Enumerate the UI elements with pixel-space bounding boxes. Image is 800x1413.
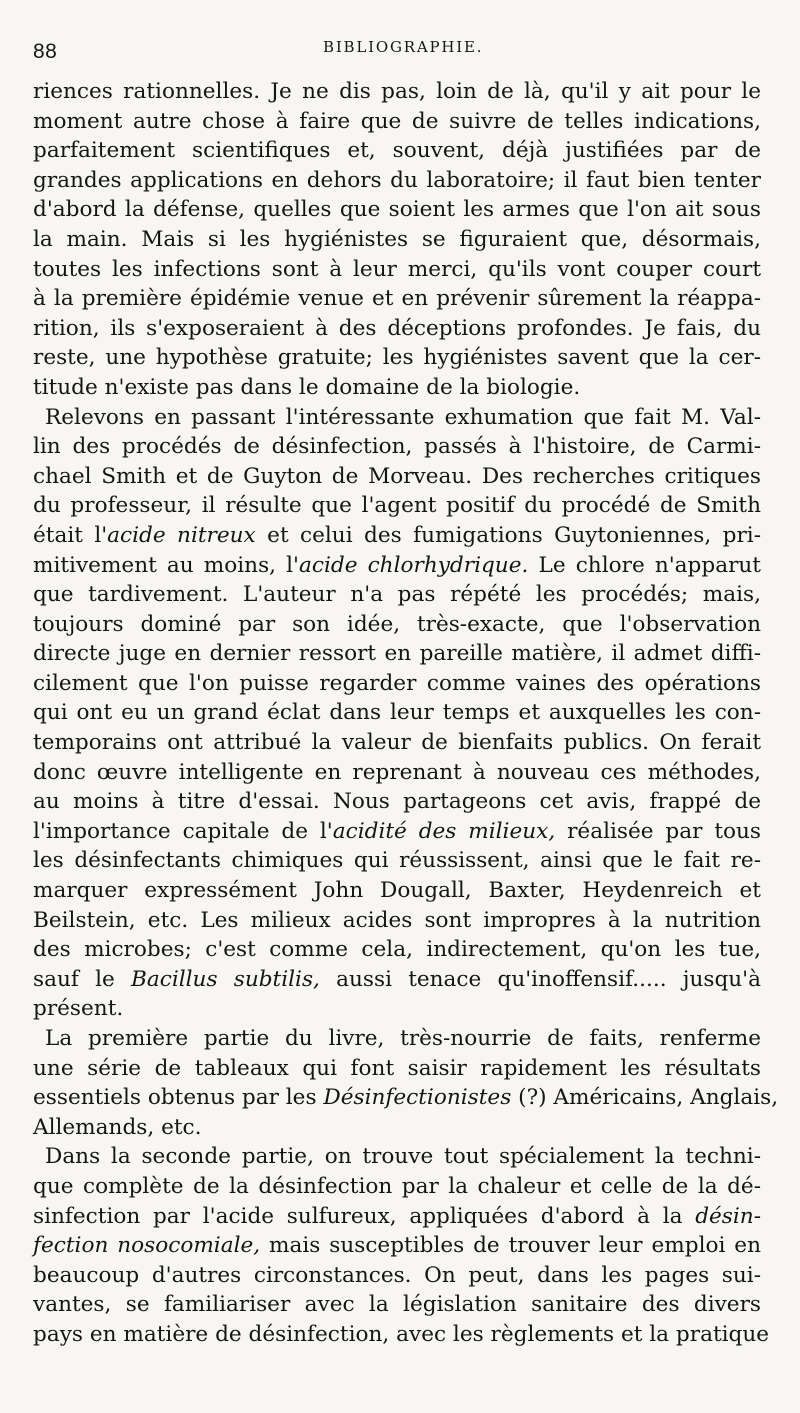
- italic-phrase: désin-: [695, 1203, 761, 1229]
- italic-phrase: Désinfectionistes: [323, 1085, 512, 1111]
- line-text: mitivement au moins, l': [33, 552, 299, 578]
- text-line: [33, 521, 761, 551]
- text-line: que tardivement. L'auteur n'a pas répété les procédés; mais,: [33, 582, 761, 608]
- text-line: toujours dominé par son idée, très-exacte, que l'observation: [33, 611, 761, 637]
- text-line: vantes, se familiariser avec la législation sanitaire des divers: [33, 1292, 761, 1318]
- line-text: mais susceptibles de trouver leur emploi en: [260, 1233, 761, 1259]
- text-line: pays en matière de désinfection, avec les règlements et la pratique: [33, 1321, 770, 1347]
- text-line: la main. Mais si les hygiénistes se figuraient que, désormais,: [33, 226, 761, 252]
- text-line: Beilstein, etc. Les milieux acides sont impropres à la nutrition: [33, 907, 761, 933]
- text-line: rition, ils s'exposeraient à des déceptions profondes. Je fais, du: [33, 315, 761, 341]
- line-text: essentiels obtenus par les: [33, 1085, 324, 1111]
- line-text: l'importance capitale de l': [33, 818, 333, 844]
- running-head: BIBLIOGRAPHIE.: [323, 38, 484, 56]
- line-text: Le chlore n'apparut: [528, 552, 761, 578]
- text-line: Allemands, etc.: [33, 1114, 202, 1140]
- text-line: Relevons en passant l'intéressante exhumation que fait M. Val-: [45, 404, 761, 430]
- line-text: sinfection par l'acide sulfureux, appliquées d'abord à la: [33, 1203, 696, 1229]
- text-line: lin des procédés de désinfection, passés à l'histoire, de Carmi-: [33, 434, 761, 460]
- text-line: titude n'existe pas dans le domaine de la biologie.: [33, 374, 581, 400]
- text-line: toutes les infections sont à leur merci, qu'ils vont couper court: [33, 256, 761, 282]
- text-line: grandes applications en dehors du laboratoire; il faut bien tenter: [33, 167, 761, 193]
- italic-phrase: acide chlorhydrique.: [299, 552, 529, 578]
- italic-phrase: fection nosocomiale,: [33, 1233, 261, 1259]
- text-line: [33, 817, 761, 847]
- italic-phrase: Bacillus subtilis,: [130, 966, 320, 992]
- line-text: était l': [33, 522, 108, 548]
- text-line: les désinfectants chimiques qui réussissent, ainsi que le fait re-: [33, 848, 761, 874]
- text-line: à la première épidémie venue et en prévenir sûrement la réappa-: [33, 286, 761, 312]
- line-text: (?) Américains, Anglais,: [511, 1085, 779, 1111]
- text-line: [33, 965, 761, 995]
- text-line: une série de tableaux qui font saisir rapidement les résultats: [33, 1055, 761, 1081]
- line-text: réalisée par tous: [555, 818, 761, 844]
- text-line: marquer expressément John Dougall, Baxter, Heydenreich et: [33, 878, 761, 904]
- text-line: [33, 1083, 779, 1113]
- line-text: et celui des fumigations Guytoniennes, pri-: [255, 522, 762, 548]
- body-text: [33, 77, 779, 1350]
- text-line: temporains ont attribué la valeur de bienfaits publics. On ferait: [33, 730, 761, 756]
- text-line: cilement que l'on puisse regarder comme vaines des opérations: [33, 670, 761, 696]
- text-line: La première partie du livre, très-nourrie de faits, renferme: [45, 1026, 761, 1051]
- text-line: parfaitement scientifiques et, souvent, déjà justifiées par de: [33, 138, 761, 164]
- page-number: 88: [33, 40, 58, 63]
- text-line: Dans la seconde partie, on trouve tout spécialement la techni-: [45, 1144, 761, 1170]
- text-line: du professeur, il résulte que l'agent positif du procédé de Smith: [33, 493, 761, 519]
- line-text: aussi tenace qu'inoffensif..... jusqu'à: [319, 966, 761, 992]
- text-line: présent.: [33, 996, 124, 1022]
- italic-phrase: acidité des milieux,: [332, 818, 556, 844]
- italic-phrase: acide nitreux: [107, 522, 256, 548]
- text-line: au moins à titre d'essai. Nous partageons cet avis, frappé de: [33, 789, 761, 815]
- text-line: [33, 1202, 761, 1232]
- text-line: d'abord la défense, quelles que soient les armes que l'on ait sous: [33, 197, 761, 223]
- text-line: beaucoup d'autres circonstances. On peut, dans les pages sui-: [33, 1262, 761, 1288]
- text-line: moment autre chose à faire que de suivre de telles indications,: [33, 108, 761, 134]
- text-line: [33, 551, 761, 581]
- page-header: [33, 36, 760, 70]
- text-line: qui ont eu un grand éclat dans leur temps et auxquelles les con-: [33, 700, 761, 726]
- text-line: [33, 1231, 761, 1261]
- text-line: que complète de la désinfection par la chaleur et celle de la dé-: [33, 1173, 761, 1199]
- text-line: riences rationnelles. Je ne dis pas, loin de là, qu'il y ait pour le: [33, 79, 761, 104]
- text-line: directe juge en dernier ressort en pareille matière, il admet diffi-: [33, 641, 761, 667]
- text-line: donc œuvre intelligente en reprenant à nouveau ces méthodes,: [33, 759, 761, 785]
- line-text: sauf le: [33, 966, 131, 992]
- text-line: des microbes; c'est comme cela, indirectement, qu'on les tue,: [33, 937, 761, 963]
- text-line: chael Smith et de Guyton de Morveau. Des recherches critiques: [33, 463, 761, 489]
- text-line: reste, une hypothèse gratuite; les hygiénistes savent que la cer-: [33, 345, 761, 371]
